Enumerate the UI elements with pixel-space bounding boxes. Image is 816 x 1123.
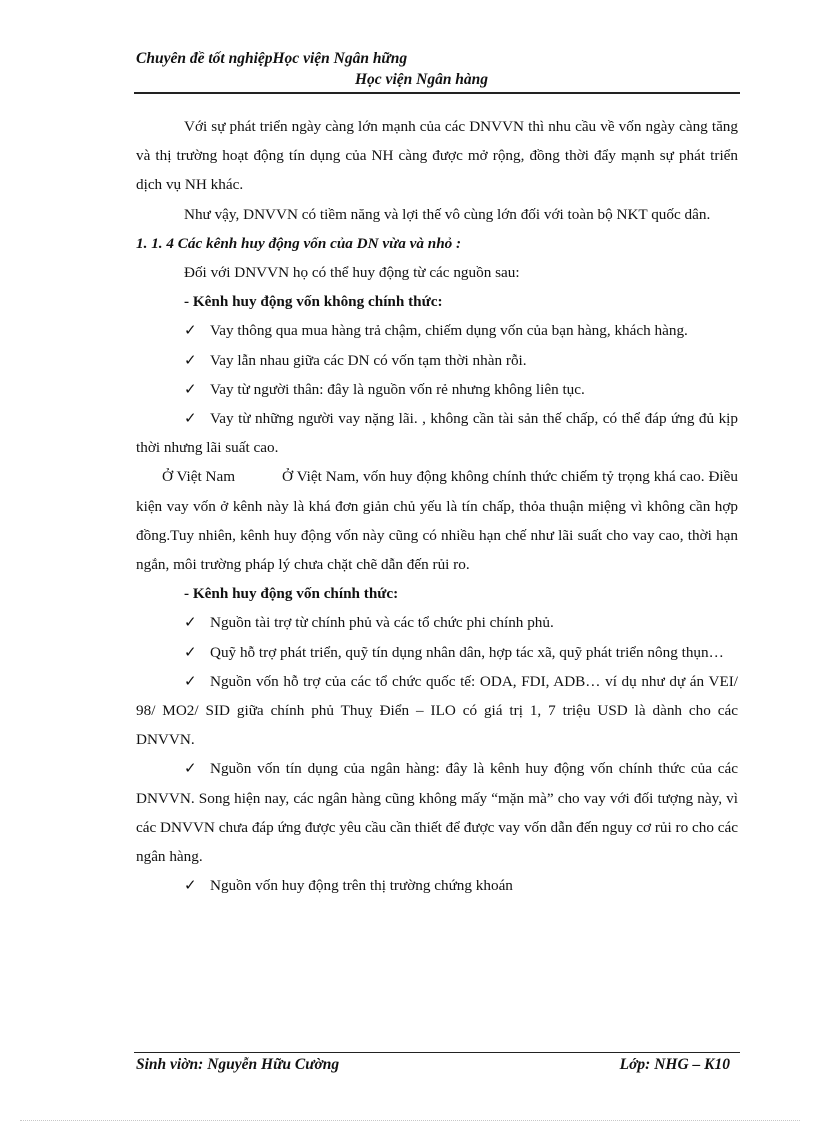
formal-channel-label: - Kênh huy động vốn chính thức: (184, 585, 399, 603)
check-icon: ✓ (184, 322, 197, 340)
footer-divider (134, 1052, 740, 1053)
list-item: ✓ Nguồn tài trợ từ chính phủ và các tổ chức phi chính phủ. (136, 608, 738, 637)
informal-channel-label: - Kênh huy động vốn không chính thức: (184, 293, 443, 311)
list-item: ✓ Nguồn vốn huy động trên thị trường chứng khoán (136, 871, 738, 900)
paragraph-intro: Đối với DNVVN họ có thể huy động từ các nguồn sau: (184, 264, 520, 282)
check-icon: ✓ (184, 410, 197, 428)
check-icon: ✓ (184, 380, 197, 398)
footer-class: Lớp: NHG – K10 (619, 1056, 730, 1073)
check-icon: ✓ (184, 877, 197, 895)
list-item: ✓ Vay thông qua mua hàng trả chậm, chiếm dụng vốn của bạn hàng, khách hàng. (136, 316, 738, 345)
list-item: ✓ Nguồn vốn tín dụng của ngân hàng: đây là kênh huy động vốn chính thức của các DNVVN. Song hiện nay, các ngân hàng cũng không mấy “mặn mà” cho vay với đối tượng này, vì các DNVVN chưa đáp ứng được yêu cầu cần thiết để được vay vốn dẫn đến nguy cơ rủi ro cho các ngân hàng. (136, 754, 738, 871)
list-item: ✓ Vay từ những người vay nặng lãi. , không cần tài sản thế chấp, có thể đáp ứng đủ kịp thời nhưng lãi suất cao. (136, 404, 738, 462)
header-institution: Học viện Ngân hàng (355, 71, 489, 88)
footer-student: Sinh viờn: Nguyễn Hữu Cường (136, 1056, 340, 1073)
check-icon: ✓ (184, 672, 197, 690)
check-icon: ✓ (184, 760, 197, 778)
check-icon: ✓ (184, 614, 197, 632)
check-icon: ✓ (184, 351, 197, 369)
list-item: ✓ Vay từ người thân: đây là nguồn vốn rẻ nhưng không liên tục. (136, 375, 738, 404)
paragraph-potential: Như vậy, DNVVN có tiềm năng và lợi thế vô cùng lớn đối với toàn bộ NKT quốc dân. (184, 205, 711, 223)
header-title: Chuyên đề tốt nghiệpHọc viện Ngân hững (136, 50, 408, 67)
document-body (136, 112, 738, 900)
vietnam-lead: Ở Việt Nam (162, 468, 236, 486)
list-item: ✓ Quỹ hỗ trợ phát triển, quỹ tín dụng nhân dân, hợp tác xã, quỹ phát triển nông thụn… (136, 638, 738, 667)
list-item: ✓ Vay lẫn nhau giữa các DN có vốn tạm thời nhàn rỗi. (136, 346, 738, 375)
page-edge-divider (20, 1120, 800, 1121)
header-divider (134, 92, 740, 94)
check-icon: ✓ (184, 643, 197, 661)
paragraph-growth: Với sự phát triển ngày càng lớn mạnh của các DNVVN thì nhu cầu về vốn ngày càng tăng và thị trường hoạt động tín dụng của NH càng được mở rộng, đồng thời đẩy mạnh sự phát triển dịch vụ NH khác. (136, 118, 738, 194)
paragraph-vietnam: Ở Việt Nam Ở Việt Nam, vốn huy động không chính thức chiếm tỷ trọng khá cao. Điều kiện vay vốn ở kênh này là khá đơn giản chủ yếu là tín chấp, thỏa thuận miệng vì không cần hợp đồng.Tuy nhiên, kênh huy động vốn này cũng có nhiều hạn chế như lãi suất cho vay cao, thời hạn ngắn, môi trường pháp lý chưa chặt chẽ dẫn đến rủi ro. (136, 462, 738, 579)
list-item: ✓ Nguồn vốn hỗ trợ của các tổ chức quốc tế: ODA, FDI, ADB… ví dụ như dự án VEI/ 98/ MO2/ SID giữa chính phủ Thuỵ Điển – ILO có giá trị 1, 7 triệu USD là dành cho các DNVVN. (136, 667, 738, 755)
section-heading: 1. 1. 4 Các kênh huy động vốn của DN vừa và nhỏ : (136, 234, 462, 252)
